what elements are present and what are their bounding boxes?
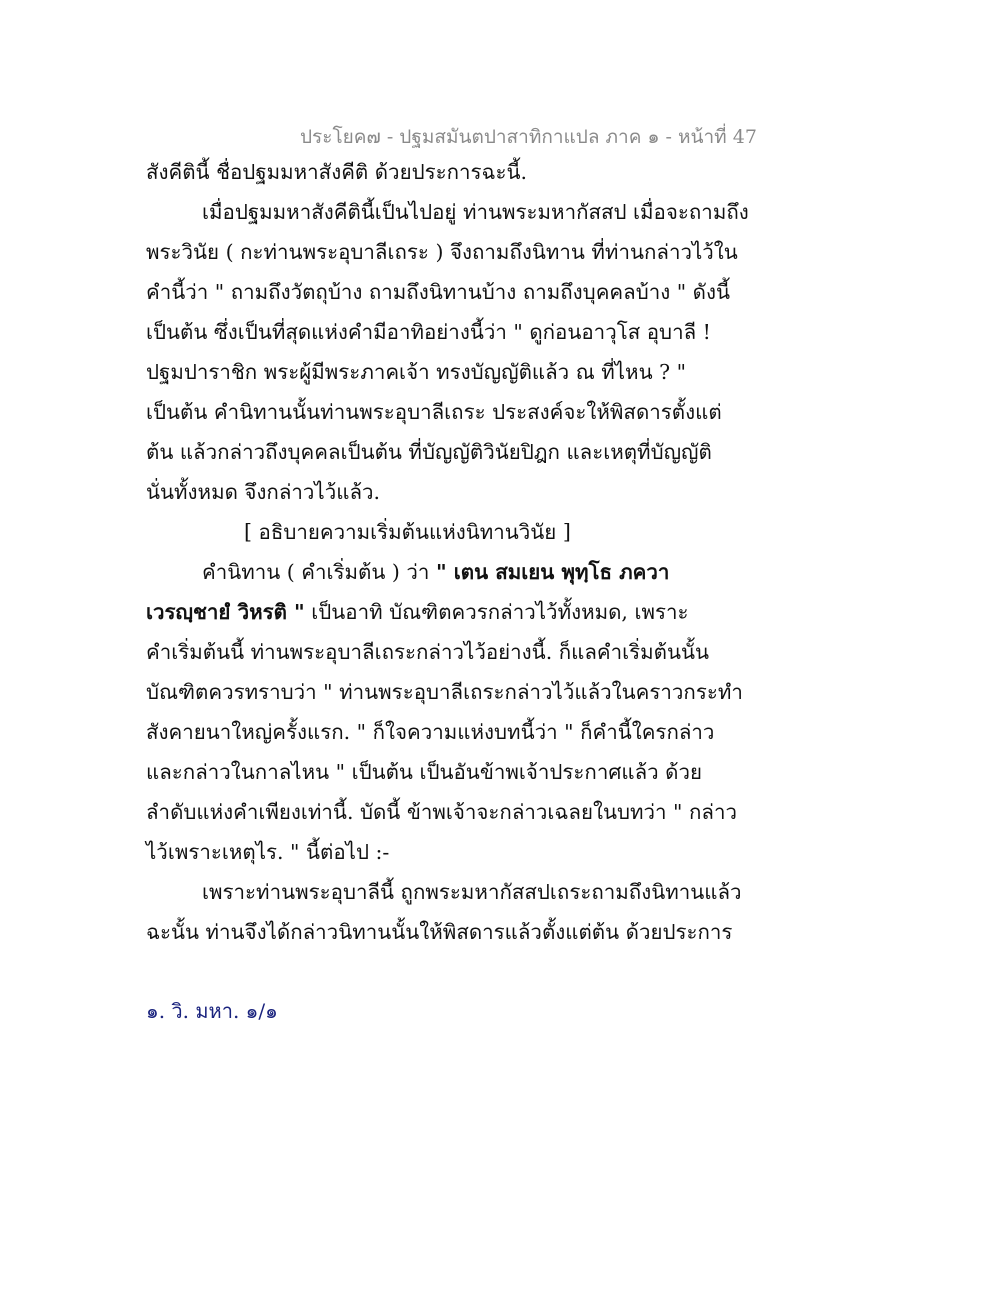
pali-quote: เวรญฺชายํ วิหรติ "	[146, 600, 305, 624]
text-line	[146, 552, 736, 592]
page-header: ประโยค๗ - ปฐมสมันตปาสาทิกาแปล ภาค ๑ - หน้าที่ 47	[300, 126, 757, 148]
text-line: สังคีตินี้ ชื่อปฐมมหาสังคีติ ด้วยประการฉะนี้.	[146, 160, 528, 184]
text-line: คำเริ่มต้นนี้ ท่านพระอุบาลีเถระกล่าวไว้อย่างนี้. ก็แลคำเริ่มต้นนั้น	[146, 640, 710, 664]
text-line: สังคายนาใหญ่ครั้งแรก. " ก็ใจความแห่งบทนี้ว่า " ก็คำนี้ใครกล่าว	[146, 720, 715, 744]
text-line: เพราะท่านพระอุบาลีนี้ ถูกพระมหากัสสปเถระถามถึงนิทานแล้ว	[202, 880, 742, 904]
text-line: เป็นต้น ซึ่งเป็นที่สุดแห่งคำมีอาทิอย่างนี้ว่า " ดูก่อนอาวุโส อุบาลี !	[146, 320, 711, 344]
pali-quote: " เตน สมเยน พุทฺโธ ภควา	[435, 560, 670, 584]
text-line: นั่นทั้งหมด จึงกล่าวไว้แล้ว.	[146, 480, 381, 504]
text-line: เมื่อปฐมมหาสังคีตินี้เป็นไปอยู่ ท่านพระมหากัสสป เมื่อจะถามถึง	[202, 200, 749, 224]
text-line: คำนี้ว่า " ถามถึงวัตถุบ้าง ถามถึงนิทานบ้าง ถามถึงบุคคลบ้าง " ดังนี้	[146, 280, 731, 304]
section-heading: [ อธิบายความเริ่มต้นแห่งนิทานวินัย ]	[244, 520, 571, 544]
text-line: พระวินัย ( กะท่านพระอุบาลีเถระ ) จึงถามถึงนิทาน ที่ท่านกล่าวไว้ใน	[146, 240, 738, 264]
text-line	[146, 592, 736, 632]
text-line: ฉะนั้น ท่านจึงได้กล่าวนิทานนั้นให้พิสดารแล้วตั้งแต่ต้น ด้วยประการ	[146, 920, 733, 944]
text-line: บัณฑิตควรทราบว่า " ท่านพระอุบาลีเถระกล่าวไว้แล้วในคราวกระทำ	[146, 680, 743, 704]
body-text	[146, 152, 749, 952]
text-line: ไว้เพราะเหตุไร. " นี้ต่อไป :-	[146, 840, 390, 864]
text-span: คำนิทาน ( คำเริ่มต้น ) ว่า	[202, 560, 436, 584]
text-line: เป็นต้น คำนิทานนั้นท่านพระอุบาลีเถระ ประสงค์จะให้พิสดารตั้งแต่	[146, 400, 722, 424]
footnote: ๑. วิ. มหา. ๑/๑	[146, 999, 278, 1023]
text-line: ต้น แล้วกล่าวถึงบุคคลเป็นต้น ที่บัญญัติวินัยปิฎก และเหตุที่บัญญัติ	[146, 440, 712, 464]
text-line: ปฐมปาราชิก พระผู้มีพระภาคเจ้า ทรงบัญญัติแล้ว ณ ที่ไหน ? "	[146, 360, 687, 384]
text-line: ลำดับแห่งคำเพียงเท่านี้. บัดนี้ ข้าพเจ้าจะกล่าวเฉลยในบทว่า " กล่าว	[146, 800, 737, 824]
text-span: เป็นอาทิ บัณฑิตควรกล่าวไว้ทั้งหมด, เพราะ	[304, 600, 689, 624]
text-line: และกล่าวในกาลไหน " เป็นต้น เป็นอันข้าพเจ้าประกาศแล้ว ด้วย	[146, 760, 703, 784]
